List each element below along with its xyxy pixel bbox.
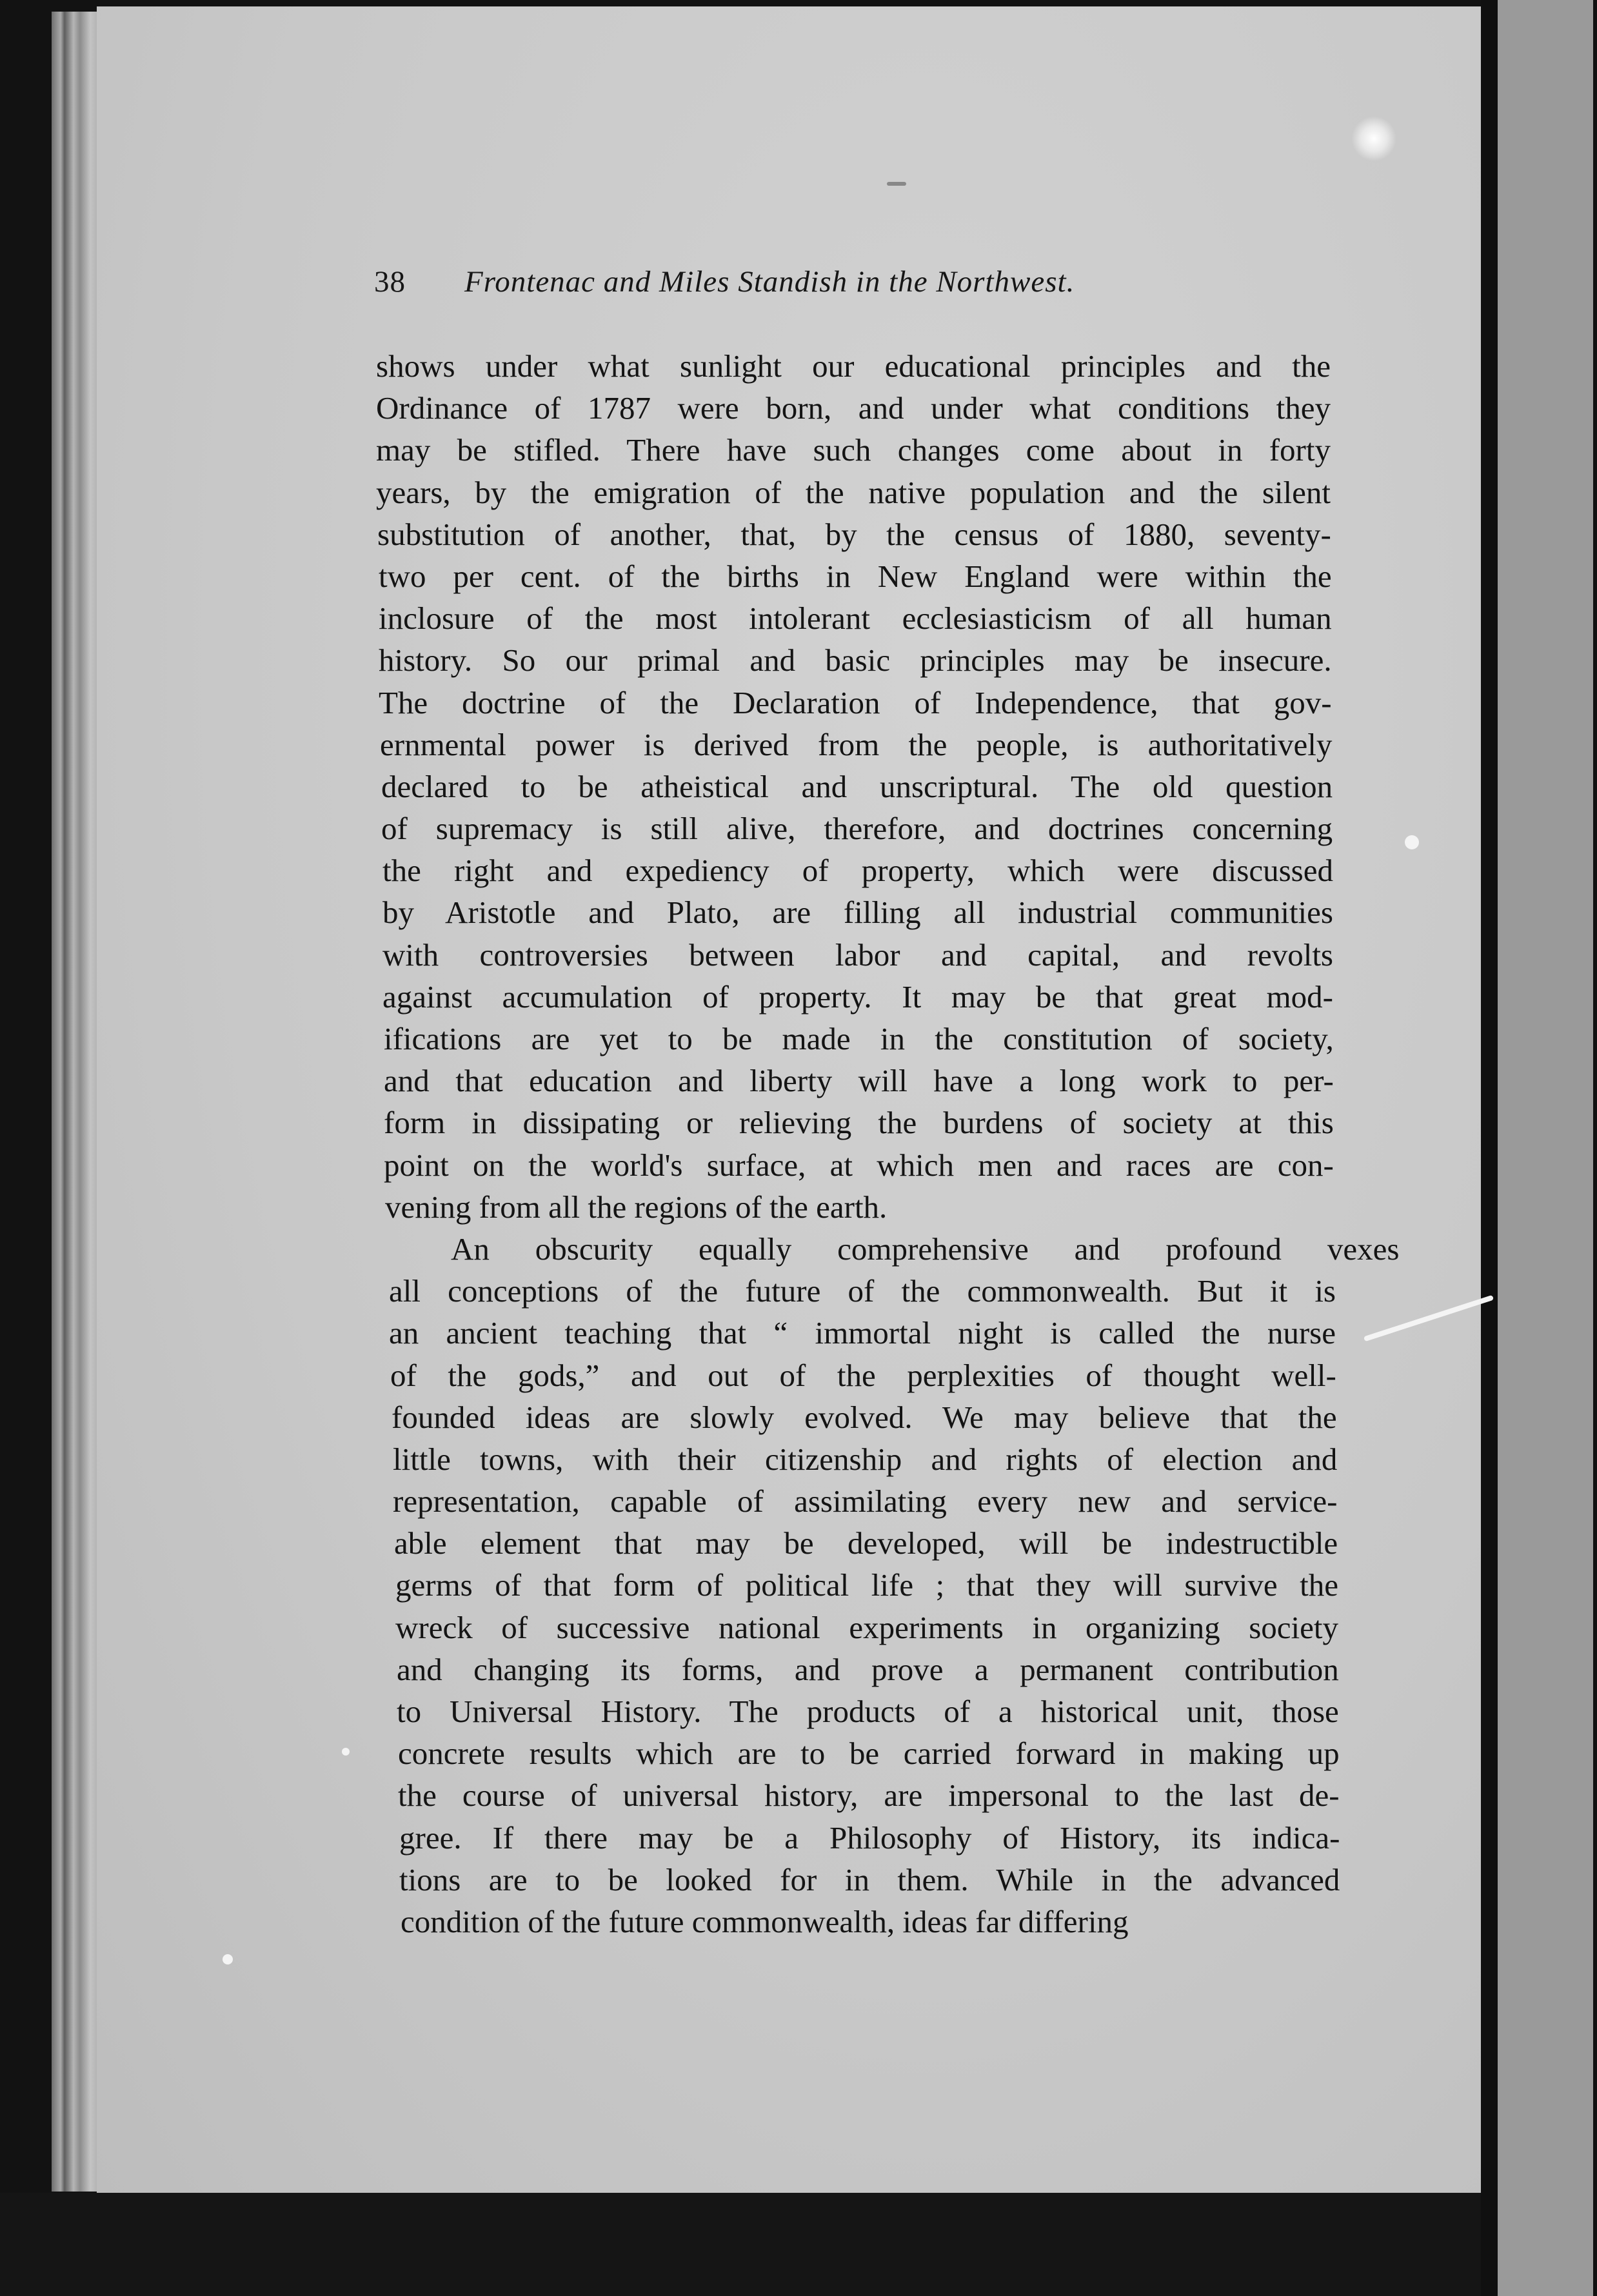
text-line: little towns, with their citizenship and rights of election and [393, 1441, 1338, 1477]
dust-speck [887, 182, 906, 186]
text-line: gree. If there may be a Philosophy of History, its indica- [399, 1819, 1340, 1856]
running-title: Frontenac and Miles Standish in the Northwest. [464, 265, 1075, 299]
text-line: representation, capable of assimilating every new and service- [393, 1483, 1338, 1519]
text-line: founded ideas are slowly evolved. We may believe that the [392, 1399, 1337, 1435]
text-line: condition of the future commonwealth, ideas far differing [401, 1903, 1129, 1939]
text-line: ernmental power is derived from the people, is authoritatively [380, 726, 1333, 762]
text-line: may be stifled. There have such changes come about in forty [376, 432, 1331, 468]
text-line: two per cent. of the births in New England were within the [379, 558, 1332, 594]
text-line: Ordinance of 1787 were born, and under what conditions they [376, 390, 1331, 426]
text-line: years, by the emigration of the native population and the silent [376, 474, 1331, 510]
body-text [376, 345, 1400, 1943]
scan-border [1593, 0, 1597, 2296]
text-line: tions are to be looked for in them. While in the advanced [399, 1861, 1340, 1897]
text-line: by Aristotle and Plato, are filling all industrial communities [382, 895, 1333, 931]
dust-speck [1351, 116, 1396, 161]
running-header [374, 264, 1245, 299]
text-line: vening from all the regions of the earth. [385, 1189, 888, 1225]
dust-speck [342, 1748, 350, 1756]
text-line: an ancient teaching that “ immortal night is called the nurse [389, 1315, 1336, 1351]
text-line: form in dissipating or relieving the burdens of society at this [384, 1105, 1334, 1141]
text-line: concrete results which are to be carried forward in making up [398, 1736, 1340, 1772]
text-line: against accumulation of property. It may be that great mod- [382, 978, 1333, 1014]
text-line: the course of universal history, are impersonal to the last de- [398, 1777, 1340, 1814]
text-line: germs of that form of political life ; that they will survive the [395, 1567, 1338, 1603]
text-line: all conceptions of the future of the commonwealth. But it is [389, 1273, 1336, 1309]
gutter-shadow [1481, 0, 1498, 2296]
text-line: declared to be atheistical and unscriptural. The old question [381, 768, 1333, 804]
text-line: able element that may be developed, will be indestructible [394, 1525, 1338, 1561]
text-line: An obscurity equally comprehensive and profound vexes [451, 1231, 1400, 1267]
text-line: wreck of successive national experiments in organizing society [395, 1609, 1338, 1645]
page-number: 38 [374, 265, 406, 299]
paragraph [376, 1228, 1400, 1943]
text-line: the right and expediency of property, which were discussed [382, 853, 1333, 889]
text-line: and changing its forms, and prove a permanent contribution [397, 1651, 1339, 1687]
dust-speck [1405, 835, 1419, 849]
paragraph [376, 345, 1344, 1228]
text-line: inclosure of the most intolerant ecclesiasticism of all human [379, 600, 1332, 637]
text-line: ifications are yet to be made in the constitution of society, [384, 1021, 1334, 1056]
scan-bottom-border [0, 2193, 1481, 2296]
adjacent-page-edge [1498, 0, 1597, 2296]
text-line: to Universal History. The products of a historical unit, those [397, 1694, 1339, 1729]
dust-speck [223, 1954, 233, 1964]
text-line: substitution of another, that, by the census of 1880, seventy- [377, 516, 1331, 552]
text-line: and that education and liberty will have a long work to per- [384, 1063, 1334, 1099]
text-line: shows under what sunlight our educational principles and the [376, 348, 1331, 384]
text-line: of the gods,” and out of the perplexities of thought well- [390, 1357, 1336, 1393]
text-line: point on the world's surface, at which men and races are con- [384, 1147, 1334, 1183]
text-line: history. So our primal and basic principles may be insecure. [379, 642, 1332, 678]
text-line: of supremacy is still alive, therefore, and doctrines concerning [381, 811, 1333, 847]
text-line: with controversies between labor and capital, and revolts [382, 936, 1333, 973]
text-line: The doctrine of the Declaration of Independence, that gov- [379, 684, 1332, 720]
